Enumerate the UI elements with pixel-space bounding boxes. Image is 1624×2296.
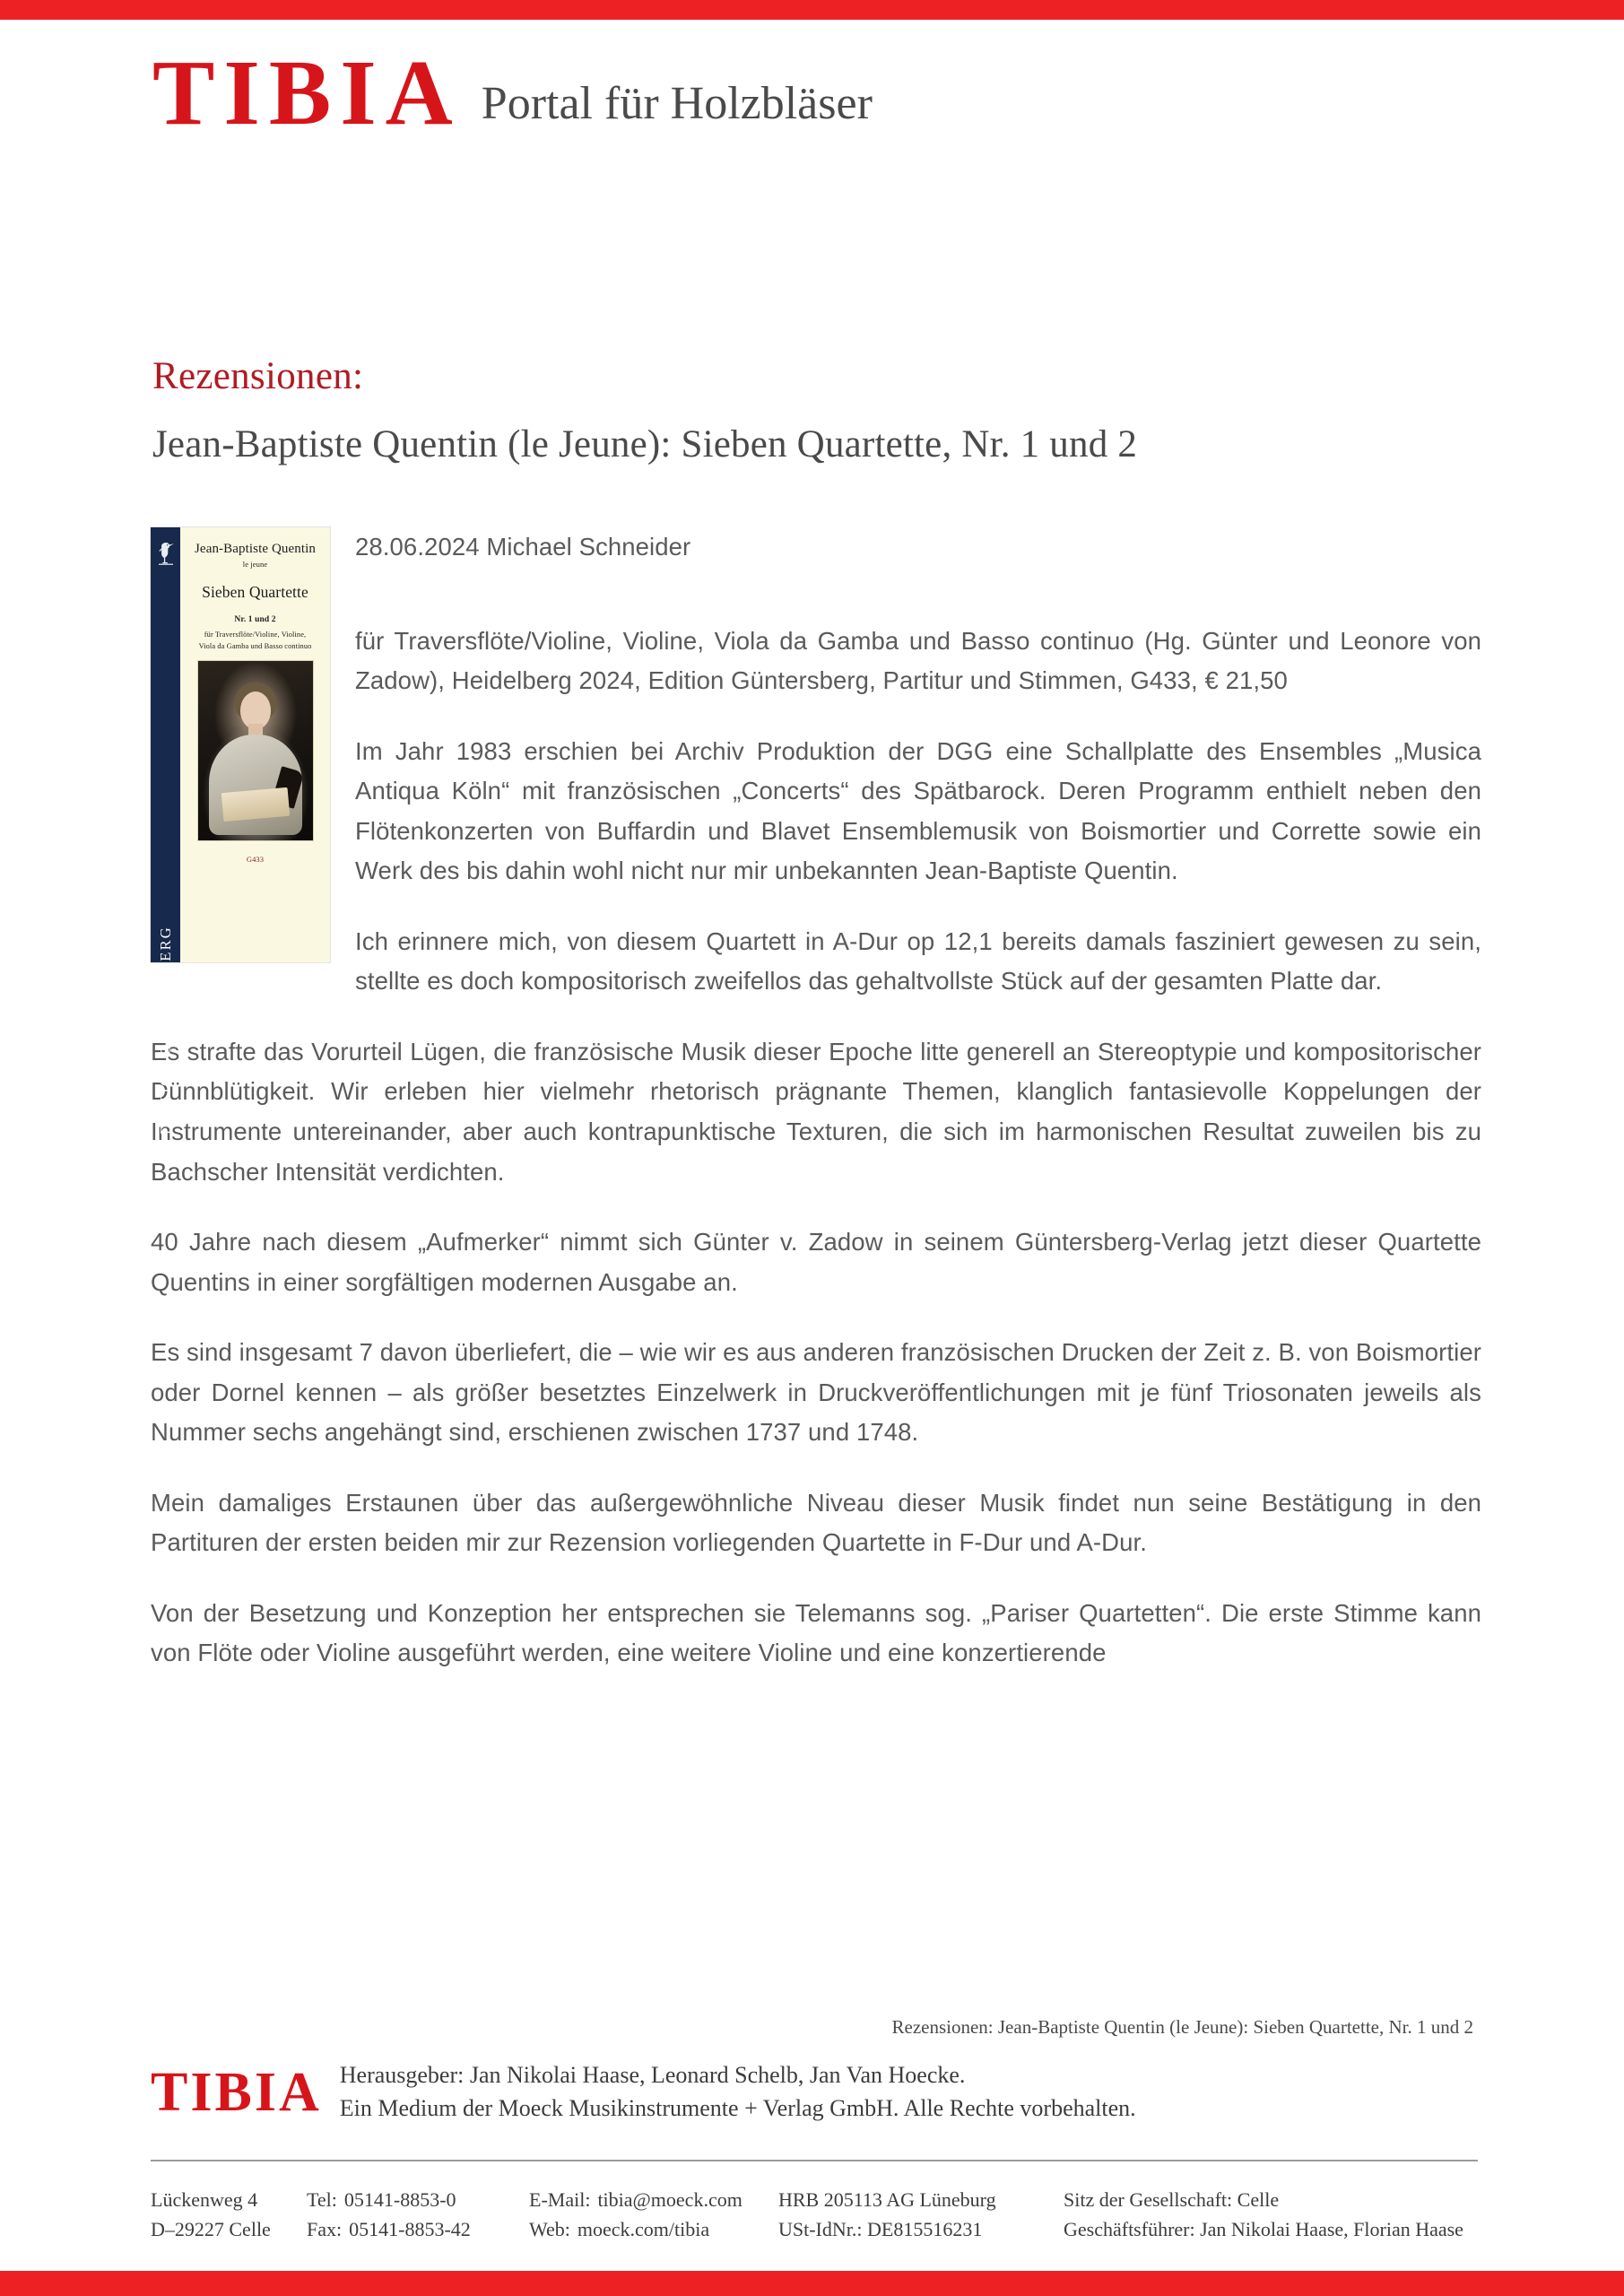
footer-contact	[151, 2185, 1496, 2244]
contact-city: D–29227 Celle	[151, 2218, 271, 2240]
footer-imprint-line-1: Herausgeber: Jan Nikolai Haase, Leonard Schelb, Jan Van Hoecke.	[339, 2062, 966, 2088]
article-paragraph: Im Jahr 1983 erschien bei Archiv Produktion der DGG eine Schallplatte des Ensembles „Musica Antiqua Köln“ mit französischen „Concerts“ des Spätbarock. Deren Programm enthielt neben den Flötenkonzerten von Buffardin und Blavet Ensemblemusik von Boismortier und Corrette sowie ein Werk des bis dahin wohl nicht nur mir unbekannten Jean-Baptiste Quentin.	[355, 736, 1481, 885]
footer-imprint	[340, 2059, 1136, 2126]
contact-web-label: Web:	[529, 2218, 570, 2240]
cover-scoring-line-1: für Traversflöte/Violine, Violine,	[204, 630, 307, 639]
article-paragraph: 40 Jahre nach diesem „Aufmerker“ nimmt sich Günter v. Zadow in seinem Güntersberg-Verlag jetzt dieser Quartette Quentins in einer sorgfältigen modernen Ausgabe an.	[151, 1228, 1481, 1296]
brand-wordmark: TIBIA	[152, 41, 462, 144]
article-header	[152, 352, 1480, 469]
page-title: Jean-Baptiste Quentin (le Jeune): Sieben Quartette, Nr. 1 und 2	[152, 422, 1138, 465]
article-paragraph: Ich erinnere mich, von diesem Quartett in A-Dur op 12,1 bereits damals fasziniert gewesen zu sein, stellte es doch kompositorisch zweifellos das gehaltvollste Stück auf der gesamten Platte dar.	[355, 926, 1481, 996]
cover-composer: Jean-Baptiste Quentin	[195, 542, 316, 556]
contact-address	[151, 2185, 276, 2244]
article-byline: 28.06.2024 Michael Schneider	[355, 533, 691, 561]
contact-fax-label: Fax:	[307, 2218, 343, 2240]
contact-online	[529, 2185, 744, 2244]
article-paragraph: Es strafte das Vorurteil Lügen, die französische Musik dieser Epoche litte generell an Stereoptypie und kompositorischer Dünnblütigkeit. Wir erleben hier vielmehr rhetorisch prägnante Themen, klanglich fantasievolle Koppelungen der Instrumente untereinander, aber auch kontrapunktische Texturen, die sich im harmonischen Resultat zuweilen bis zu Bachscher Intensität verdichten.	[151, 1037, 1481, 1186]
contact-seat: Sitz der Gesellschaft: Celle	[1064, 2188, 1280, 2211]
cover-spine-label: EDITION GÜNTERSBERG	[157, 926, 174, 1135]
contact-tel-label: Tel:	[307, 2188, 337, 2211]
footer-imprint-line-2: Ein Medium der Moeck Musikinstrumente + Verlag GmbH. Alle Rechte vorbehalten.	[339, 2094, 1136, 2121]
top-accent-bar	[0, 0, 1624, 20]
cover-face	[180, 527, 330, 962]
article-kicker: Rezensionen:	[152, 355, 364, 397]
footer-running-reference: Rezensionen: Jean-Baptiste Quentin (le Jeune): Sieben Quartette, Nr. 1 und 2	[891, 2016, 1473, 2038]
contact-legal	[778, 2185, 1029, 2244]
footer-divider	[151, 2160, 1478, 2161]
cover-spine	[151, 527, 180, 1135]
article-body	[151, 527, 1481, 1674]
cover-scoring-line-2: Viola da Gamba und Basso continuo	[198, 642, 312, 651]
footer-brand-block	[151, 2059, 1136, 2126]
contact-street: Lückenweg 4	[151, 2188, 258, 2211]
cover-number: Nr. 1 und 2	[234, 615, 276, 625]
contact-hrb: HRB 205113 AG Lüneburg	[778, 2188, 996, 2211]
cover-work-title: Sieben Quartette	[202, 583, 308, 602]
contact-managers: Geschäftsführer: Jan Nikolai Haase, Florian Haase	[1064, 2218, 1463, 2240]
contact-email-label: E-Mail:	[529, 2188, 591, 2211]
brand-tagline: Portal für Holzbläser	[481, 78, 873, 129]
contact-fax-value: 05141-8853-42	[349, 2218, 471, 2240]
book-cover-image	[151, 527, 330, 1135]
article-paragraph: für Traversflöte/Violine, Violine, Viola da Gamba und Basso continuo (Hg. Günter und Leonore von Zadow), Heidelberg 2024, Edition Güntersberg, Partitur und Stimmen, G433, € 21,50	[355, 626, 1481, 695]
stork-logo-icon	[156, 540, 176, 567]
contact-company	[1064, 2185, 1463, 2244]
contact-phone	[307, 2185, 495, 2244]
article-paragraph: Mein damaliges Erstaunen über das außergewöhnliche Niveau dieser Musik findet nun seine Bestätigung in den Partituren der ersten beiden mir zur Rezension vorliegenden Quartette in F-Dur und A-Dur.	[151, 1488, 1481, 1557]
cover-catalog-code: G433	[246, 855, 265, 865]
masthead	[152, 41, 873, 144]
contact-ustid: USt-IdNr.: DE815516231	[778, 2218, 983, 2240]
cover-composer-suffix: le jeune	[242, 560, 268, 570]
contact-email-value[interactable]: tibia@moeck.com	[597, 2188, 743, 2211]
article-paragraph: Es sind insgesamt 7 davon überliefert, die – wie wir es aus anderen französischen Drucken der Zeit z. B. von Boismortier oder Dornel kennen – als größer besetztes Einzelwerk in Druckveröffentlichungen mit je fünf Triosonaten jeweils als Nummer sechs angehängt sind, erschienen zwischen 1737 und 1748.	[151, 1338, 1481, 1447]
cover-portrait-artwork	[197, 660, 314, 841]
bottom-accent-bar	[0, 2271, 1624, 2296]
article-paragraph: Von der Besetzung und Konzeption her entsprechen sie Telemanns sog. „Pariser Quartetten“. Die erste Stimme kann von Flöte oder Violine ausgeführt werden, eine weitere Violine und eine konzertierende	[151, 1598, 1481, 1667]
contact-tel-value: 05141-8853-0	[343, 2188, 456, 2211]
footer-wordmark: TIBIA	[151, 2061, 322, 2123]
contact-web-value[interactable]: moeck.com/tibia	[577, 2218, 710, 2240]
